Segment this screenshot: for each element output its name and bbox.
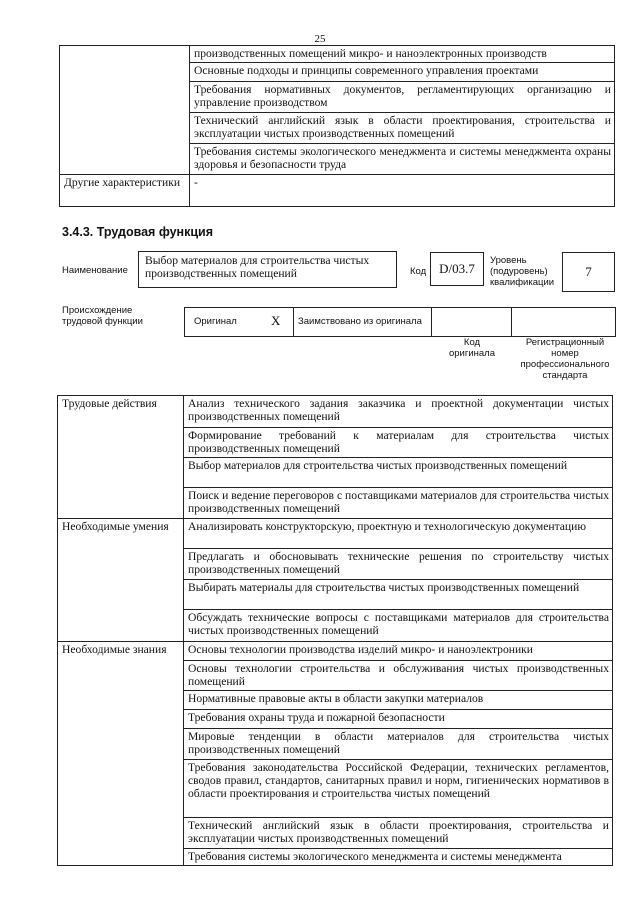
- function-code-box: [430, 252, 484, 286]
- other-characteristics-label: Другие характеристики: [60, 175, 190, 207]
- other-characteristics-value: -: [190, 175, 615, 207]
- knowledge-item: Основы технологии производства изделий микро- и наноэлектроники: [184, 642, 613, 661]
- original-mark: X: [271, 313, 281, 328]
- requirement-item: Требования системы экологического менеджмента и системы менеджмента охраны здоровья и безопасности труда: [190, 144, 615, 175]
- skill-item: Обсуждать технические вопросы с поставщиками материалов для строительства чистых производственных помещений: [184, 610, 613, 642]
- origin-table: [184, 307, 616, 337]
- requirement-item: Основные подходы и принципы современного управления проектами: [190, 63, 615, 82]
- origin-label: Происхождение трудовой функции: [62, 305, 143, 327]
- origin-divider: [293, 308, 294, 336]
- top-table-label-cell: [60, 46, 190, 175]
- action-item: Поиск и ведение переговоров с поставщиками материалов для строительства чистых производственных помещений: [184, 488, 613, 519]
- action-item: Выбор материалов для строительства чистых производственных помещений: [184, 458, 613, 488]
- action-item: Формирование требований к материалам для строительства чистых производственных помещений: [184, 428, 613, 458]
- borrowed-label: Заимствовано из оригинала: [298, 316, 422, 327]
- knowledge-item: Требования охраны труда и пожарной безопасности: [184, 710, 613, 729]
- main-table: [57, 395, 613, 866]
- requirement-item: Технический английский язык в области проектирования, строительства и эксплуатации чистых производственных помещений: [190, 113, 615, 144]
- skills-label: Необходимые умения: [58, 519, 184, 642]
- actions-label: Трудовые действия: [58, 396, 184, 519]
- knowledge-item: Мировые тенденции в области материалов для строительства чистых производственных помещений: [184, 729, 613, 760]
- regnum-caption: Регистрационный номер профессионального стандарта: [520, 337, 610, 381]
- level-label: Уровень (подуровень) квалификации: [490, 255, 555, 288]
- knowledge-label: Необходимые знания: [58, 642, 184, 866]
- function-code: D/03.7: [439, 261, 475, 276]
- origin-divider: [431, 308, 432, 336]
- knowledge-item: Нормативные правовые акты в области закупки материалов: [184, 691, 613, 710]
- requirement-item: производственных помещений микро- и наноэлектронных производств: [190, 46, 615, 63]
- level-box: [562, 252, 615, 292]
- origin-divider: [511, 308, 512, 336]
- action-item: Анализ технического задания заказчика и проектной документации чистых производственных помещений: [184, 396, 613, 428]
- page-number: 25: [314, 33, 326, 45]
- top-table: [59, 45, 615, 207]
- knowledge-item: Технический английский язык в области проектирования, строительства и эксплуатации чистых производственных помещений: [184, 818, 613, 849]
- section-heading: 3.4.3. Трудовая функция: [62, 225, 214, 239]
- level-value: 7: [585, 264, 592, 279]
- knowledge-item: Требования системы экологического менеджмента и системы менеджмента: [184, 849, 613, 866]
- name-label: Наименование: [62, 265, 128, 276]
- skill-item: Предлагать и обосновывать технические решения по строительству чистых производственных помещений: [184, 549, 613, 580]
- original-label: Оригинал: [194, 316, 237, 327]
- knowledge-item: Требования законодательства Российской Федерации, технических регламентов, сводов правил, стандартов, санитарных правил и норм, гигиенических нормативов в области проектирования и строительства чистых помещений: [184, 760, 613, 818]
- skill-item: Выбирать материалы для строительства чистых производственных помещений: [184, 580, 613, 610]
- function-name-box: [138, 251, 397, 288]
- code-caption: Код оригинала: [448, 337, 495, 359]
- skill-item: Анализировать конструкторскую, проектную и технологическую документацию: [184, 519, 613, 549]
- function-name: Выбор материалов для строительства чистых производственных помещений: [145, 254, 370, 280]
- requirement-item: Требования нормативных документов, регламентирующих организацию и управление производством: [190, 82, 615, 113]
- code-label: Код: [410, 266, 427, 277]
- knowledge-item: Основы технологии строительства и обслуживания чистых производственных помещений: [184, 661, 613, 691]
